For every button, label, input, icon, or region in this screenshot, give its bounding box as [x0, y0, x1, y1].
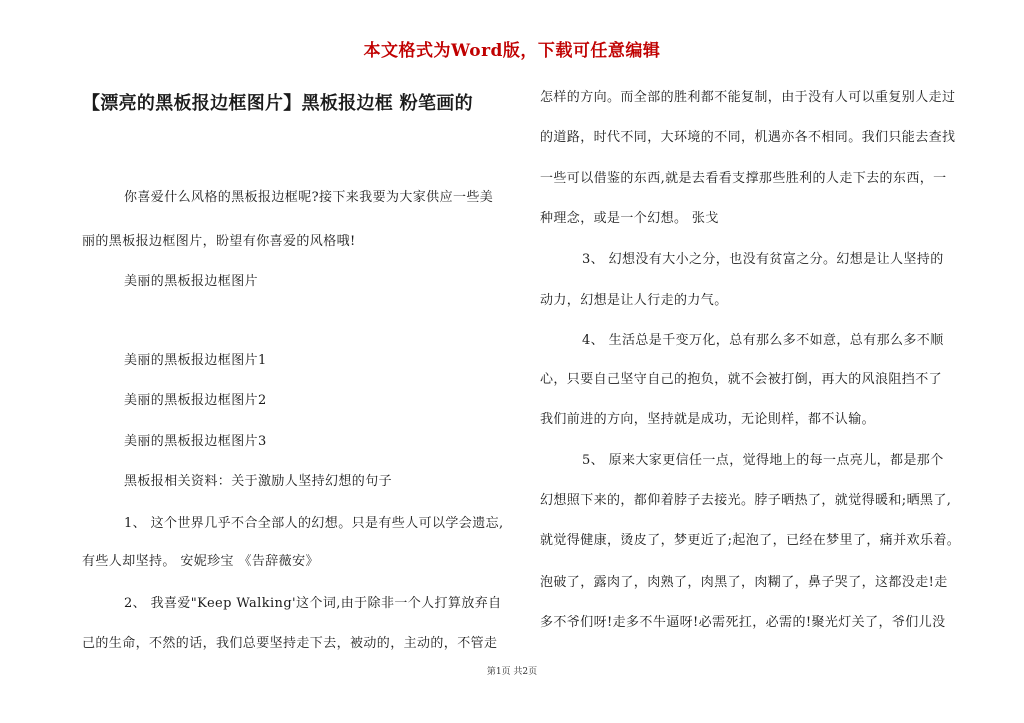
left-line: 美丽的黑板报边框图片3 [124, 434, 267, 449]
left-line: 美丽的黑板报边框图片2 [124, 393, 267, 408]
left-line: 有些人却坚持。 安妮珍宝 《告辞薇安》 [82, 554, 319, 569]
right-line: 泡破了，露肉了，肉熟了，肉黑了，肉糊了，鼻子哭了，这都没走!走 [540, 575, 948, 590]
right-line: 4、 生活总是千变万化，总有那么多不如意，总有那么多不顺 [582, 333, 944, 348]
right-line: 的道路，时代不同，大环境的不同，机遇亦各不相同。我们只能去查找 [540, 130, 956, 145]
right-line: 动力，幻想是让人行走的力气。 [540, 293, 728, 308]
left-line: 2、 我喜爱"Keep Walking'这个词,由于除非一个人打算放弃自 [124, 596, 502, 611]
format-banner: 本文格式为Word版，下载可任意编辑 [363, 41, 661, 61]
right-line: 心，只要自己坚守自己的抱负，就不会被打倒，再大的风浪阻挡不了 [540, 372, 943, 387]
left-line: 美丽的黑板报边框图片1 [124, 353, 267, 368]
right-line: 就觉得健康，烫皮了，梦更近了;起泡了，已经在梦里了，痛并欢乐着。 [540, 533, 961, 548]
right-line: 3、 幻想没有大小之分，也没有贫富之分。幻想是让人坚持的 [582, 252, 944, 267]
right-line: 幻想照下来的，都仰着脖子去接光。脖子晒热了，就觉得暖和;晒黑了, [540, 493, 952, 508]
left-line: 黑板报相关资料：关于激励人坚持幻想的句子 [124, 474, 393, 489]
right-line: 种理念，或是一个幻想。 张戈 [540, 211, 719, 226]
left-line: 1、 这个世界几乎不合全部人的幻想。只是有些人可以学会遗忘, [124, 516, 504, 531]
right-line: 我们前进的方向，坚持就是成功，无论則样，都不认输。 [540, 412, 876, 427]
right-line: 怎样的方向。而全部的胜利都不能复制，由于没有人可以重复别人走过 [540, 90, 956, 105]
right-line: 5、 原来大家更信任一点，觉得地上的每一点亮儿，都是那个 [582, 453, 944, 468]
page-title: 【漂亮的黑板报边框图片】黑板报边框 粉笔画的 [82, 93, 473, 114]
left-line: 你喜爱什么风格的黑板报边框呢?接下来我要为大家供应一些美 [124, 190, 494, 205]
left-line: 己的生命，不然的话，我们总要坚持走下去，被动的，主动的，不管走 [82, 636, 498, 651]
right-line: 多不爷们呀!走多不牛逼呀!必需死扛，必需的!聚光灯关了，爷们儿没 [540, 615, 946, 630]
left-line: 美丽的黑板报边框图片 [124, 274, 259, 289]
right-line: 一些可以借鉴的东西,就是去看看支撑那些胜利的人走下去的东西，一 [540, 171, 947, 186]
left-line: 丽的黑板报边框图片，盼望有你喜爱的风格哦! [82, 234, 356, 249]
page-footer: 第1页 共2页 [486, 667, 538, 677]
